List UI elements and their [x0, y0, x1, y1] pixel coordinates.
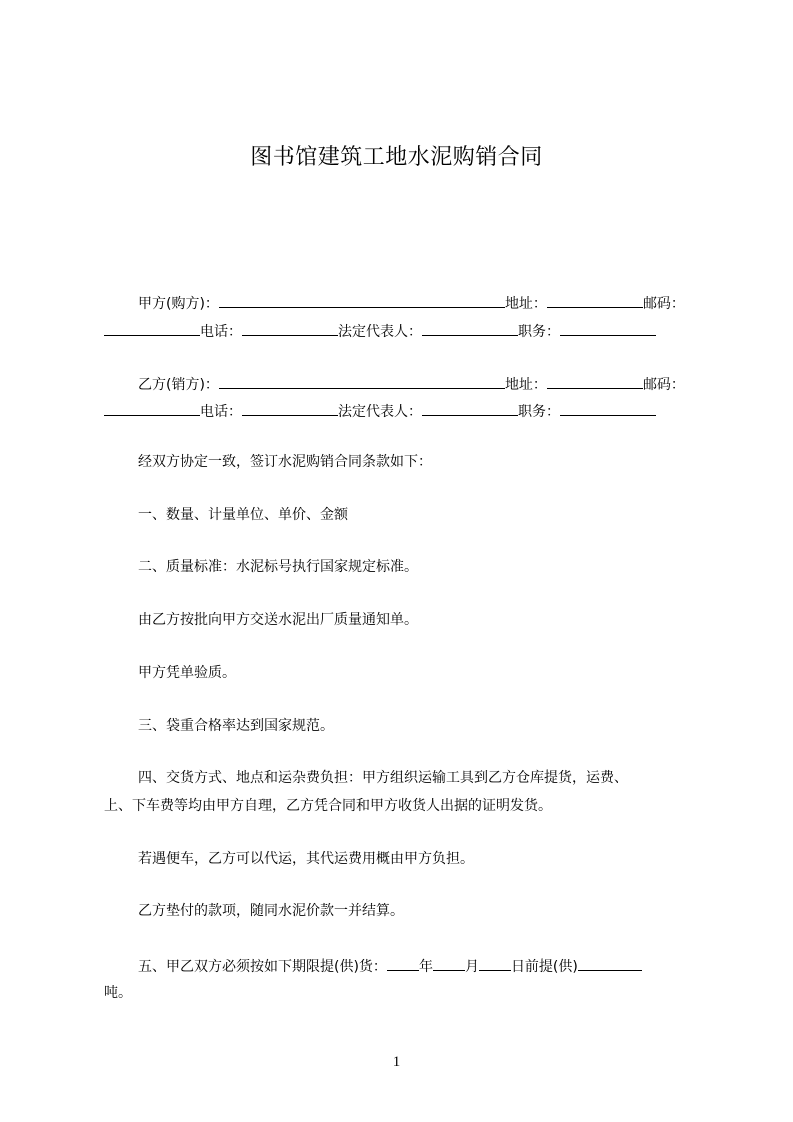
clause-5-day-suffix: 日前提(供)	[510, 959, 578, 975]
clause-4-line-1: 四、交货方式、地点和运杂费负担：甲方组织运输工具到乙方仓库提货，运费、	[138, 770, 628, 786]
clause-3: 三、袋重合格率达到国家规范。	[138, 718, 334, 734]
party-a-phone-blank	[242, 320, 338, 336]
party-b-line-2	[104, 400, 656, 422]
party-a-position-blank	[560, 320, 656, 336]
party-b-position-label: 职务：	[518, 404, 560, 420]
party-a-position-label: 职务：	[518, 324, 560, 340]
clause-5-month-label: 月	[464, 959, 479, 975]
intro-paragraph: 经双方协定一致，签订水泥购销合同条款如下：	[138, 454, 432, 470]
document-title: 图书馆建筑工地水泥购销合同	[250, 145, 543, 170]
clause-4-paragraph-3: 乙方垫付的款项，随同水泥价款一并结算。	[138, 903, 404, 919]
party-b-legal-rep-blank	[422, 400, 518, 416]
page-number: 1	[392, 1054, 401, 1070]
party-b-line-1	[138, 373, 685, 395]
party-a-label: 甲方(购方)：	[138, 296, 219, 312]
clause-4-line-2: 上、下车费等均由甲方自理，乙方凭合同和甲方收货人出据的证明发货。	[104, 798, 552, 814]
party-b-phone-label: 电话：	[200, 404, 242, 420]
party-a-address-label: 地址：	[504, 296, 547, 312]
party-a-postcode-blank	[104, 320, 200, 336]
clause-5-quantity-blank	[578, 955, 642, 971]
clause-5-year-blank	[387, 955, 419, 971]
clause-2-paragraph-3: 甲方凭单验质。	[138, 665, 236, 681]
party-b-phone-blank	[242, 400, 338, 416]
party-b-address-label: 地址：	[504, 377, 547, 393]
party-b-label: 乙方(销方)：	[138, 377, 219, 393]
clause-5-month-blank	[433, 955, 465, 971]
party-a-line-1	[138, 292, 685, 314]
party-b-legal-rep-label: 法定代表人：	[338, 404, 422, 420]
clause-5-year-label: 年	[418, 959, 433, 975]
party-a-postcode-label: 邮码：	[642, 296, 685, 312]
party-a-legal-rep-label: 法定代表人：	[338, 324, 422, 340]
clause-1: 一、数量、计量单位、单价、金额	[138, 507, 348, 523]
clause-5-line-1	[138, 955, 642, 977]
clause-5-prefix: 五、甲乙双方必须按如下期限提(供)货：	[138, 959, 387, 975]
party-b-postcode-label: 邮码：	[642, 377, 685, 393]
party-b-position-blank	[560, 400, 656, 416]
party-b-address-blank	[547, 373, 643, 389]
party-b-postcode-blank	[104, 400, 200, 416]
clause-2-paragraph-2: 由乙方按批向甲方交送水泥出厂质量通知单。	[138, 612, 418, 628]
party-a-address-blank	[547, 292, 643, 308]
party-a-line-2	[104, 320, 656, 342]
clause-5-day-blank	[479, 955, 511, 971]
clause-5-line-2: 吨。	[104, 985, 132, 1001]
party-a-phone-label: 电话：	[200, 324, 242, 340]
clause-4-paragraph-2: 若遇便车，乙方可以代运，其代运费用概由甲方负担。	[138, 851, 474, 867]
clause-2: 二、质量标准：水泥标号执行国家规定标准。	[138, 559, 418, 575]
party-a-legal-rep-blank	[422, 320, 518, 336]
party-b-name-blank	[219, 373, 505, 389]
party-a-name-blank	[219, 292, 505, 308]
